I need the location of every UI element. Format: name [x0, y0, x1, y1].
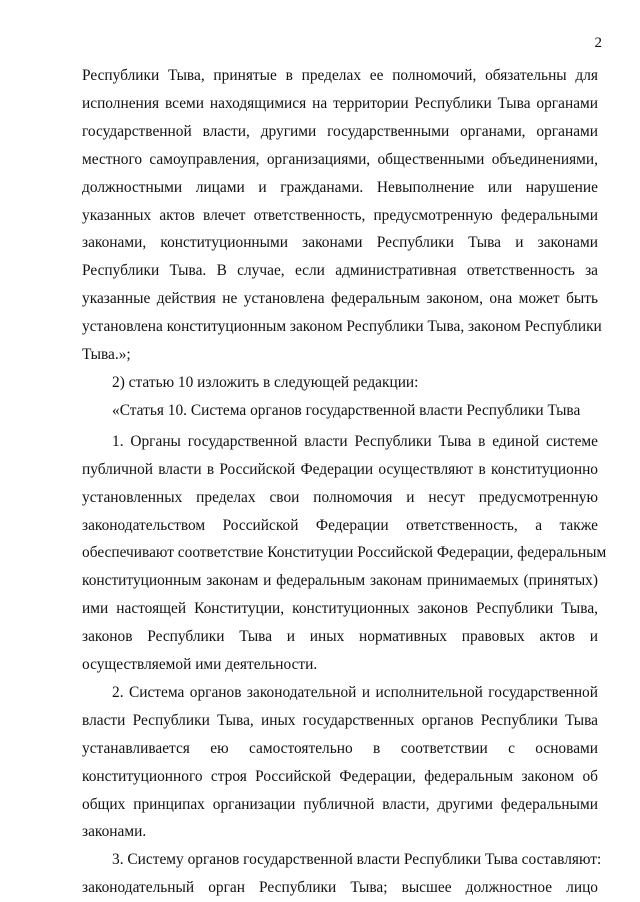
text-line: 3. Систему органов государственной власти Республики Тыва составляют:	[112, 851, 602, 869]
text-line: власти Республики Тыва, иных государственных органов Республики Тыва	[82, 711, 598, 729]
text-line: законами, конституционными законами Республики Тыва и законами	[82, 234, 598, 252]
text-line: публичной власти в Российской Федерации осуществляют в конституционно	[82, 460, 598, 478]
text-line: исполнения всеми находящимися на территории Республики Тыва органами	[82, 94, 598, 112]
page-number: 2	[594, 35, 602, 51]
text-line: указанных актов влечет ответственность, предусмотренную федеральными	[82, 206, 598, 224]
text-line: законов Республики Тыва и иных нормативных правовых актов и	[82, 628, 598, 646]
text-line: Республики Тыва. В случае, если административная ответственность за	[82, 262, 598, 280]
text-line: законами.	[82, 823, 147, 841]
text-line: установленных пределах свои полномочия и несут предусмотренную	[82, 488, 598, 506]
document-body	[82, 62, 607, 902]
text-line: должностными лицами и гражданами. Невыполнение или нарушение	[82, 178, 598, 196]
paragraph	[82, 62, 602, 369]
text-line: указанные действия не установлена федеральным законом, она может быть	[82, 290, 598, 308]
paragraph	[82, 679, 598, 846]
paragraph	[82, 846, 602, 902]
text-line: общих принципах организации публичной власти, другими федеральными	[82, 795, 598, 813]
text-line: Тыва.»;	[82, 346, 131, 364]
text-line: 2. Система органов законодательной и исполнительной государственной	[112, 683, 598, 701]
paragraph	[82, 428, 607, 679]
text-line: местного самоуправления, организациями, общественными объединениями,	[82, 150, 598, 168]
text-line: установлена конституционным законом Республики Тыва, законом Республики	[82, 318, 602, 336]
text-line: осуществляемой ими деятельности.	[82, 656, 318, 674]
text-line: «Статья 10. Система органов государственной власти Республики Тыва	[112, 401, 581, 419]
text-line: ими настоящей Конституции, конституционных законов Республики Тыва,	[82, 600, 598, 618]
text-line: государственной власти, другими государственными органами, органами	[82, 122, 598, 140]
text-line: Республики Тыва, принятые в пределах ее полномочий, обязательны для	[82, 67, 598, 84]
text-line: обеспечивают соответствие Конституции Российской Федерации, федеральным	[82, 544, 607, 562]
text-line: устанавливается ею самостоятельно в соответствии с основами	[82, 739, 598, 757]
text-line: конституционного строя Российской Федерации, федеральным законом об	[82, 767, 598, 785]
text-line: 1. Органы государственной власти Республики Тыва в единой системе	[112, 432, 598, 450]
paragraph	[82, 397, 598, 425]
text-line: конституционным законам и федеральным законам принимаемых (принятых)	[82, 572, 598, 590]
text-line: законодательный орган Республики Тыва; высшее должностное лицо	[82, 879, 598, 897]
paragraph	[82, 369, 598, 397]
text-line: 2) статью 10 изложить в следующей редакции:	[112, 373, 419, 391]
text-line: законодательством Российской Федерации ответственность, а также	[82, 516, 598, 534]
